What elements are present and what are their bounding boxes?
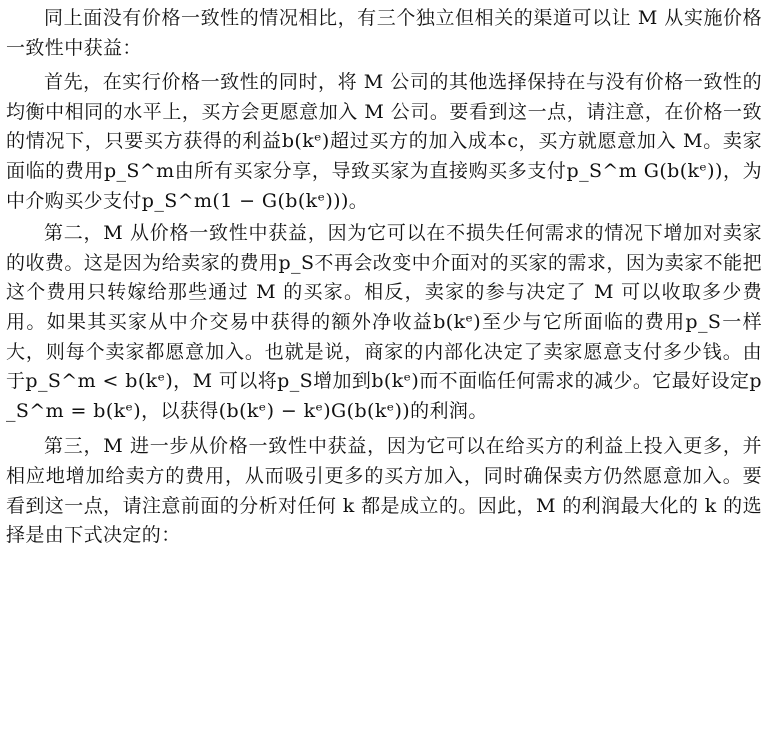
paragraph-second-channel: 第二，M 从价格一致性中获益，因为它可以在不损失任何需求的情况下增加对卖家的收费。这是因为给卖家的费用p_S不再会改变中介面对的买家的需求，因为卖家不能把这个费用只转嫁给那些通过 M 的买家。相反，卖家的参与决定了 M 可以收取多少费用。如果其买家从中介交易中获得的额外净收益b(kᵉ)至少与它所面临的费用p_S一样大，则每个卖家都愿意加入。也就是说，商家的内部化决定了卖家愿意支付多少钱。由于p_S^m < b(kᵉ)，M 可以将p_S增加到b(kᵉ)而不面临任何需求的减少。它最好设定p_S^m = b(kᵉ)，以获得(b(kᵉ) − kᵉ)G(b(kᵉ))的利润。	[6, 222, 762, 422]
paragraph-intro: 同上面没有价格一致性的情况相比，有三个独立但相关的渠道可以让 M 从实施价格一致性中获益：	[6, 7, 762, 59]
paragraph-third-channel: 第三，M 进一步从价格一致性中获益，因为它可以在给买方的利益上投入更多，并相应地增加给卖方的费用，从而吸引更多的买方加入，同时确保卖方仍然愿意加入。要看到这一点，请注意前面的分析对任何 k 都是成立的。因此，M 的利润最大化的 k 的选择是由下式决定的：	[6, 435, 762, 547]
paragraph-first-channel: 首先，在实行价格一致性的同时，将 M 公司的其他选择保持在与没有价格一致性的均衡中相同的水平上，买方会更愿意加入 M 公司。要看到这一点，请注意，在价格一致的情况下，只要买方获得的利益b(kᵉ)超过买方的加入成本c，买方就愿意加入 M。卖家面临的费用p_S^m由所有买家分享，导致买家为直接购买多支付p_S^m G(b(kᵉ))，为中介购买少支付p_S^m(1 − G(b(kᵉ)))。	[6, 71, 762, 212]
